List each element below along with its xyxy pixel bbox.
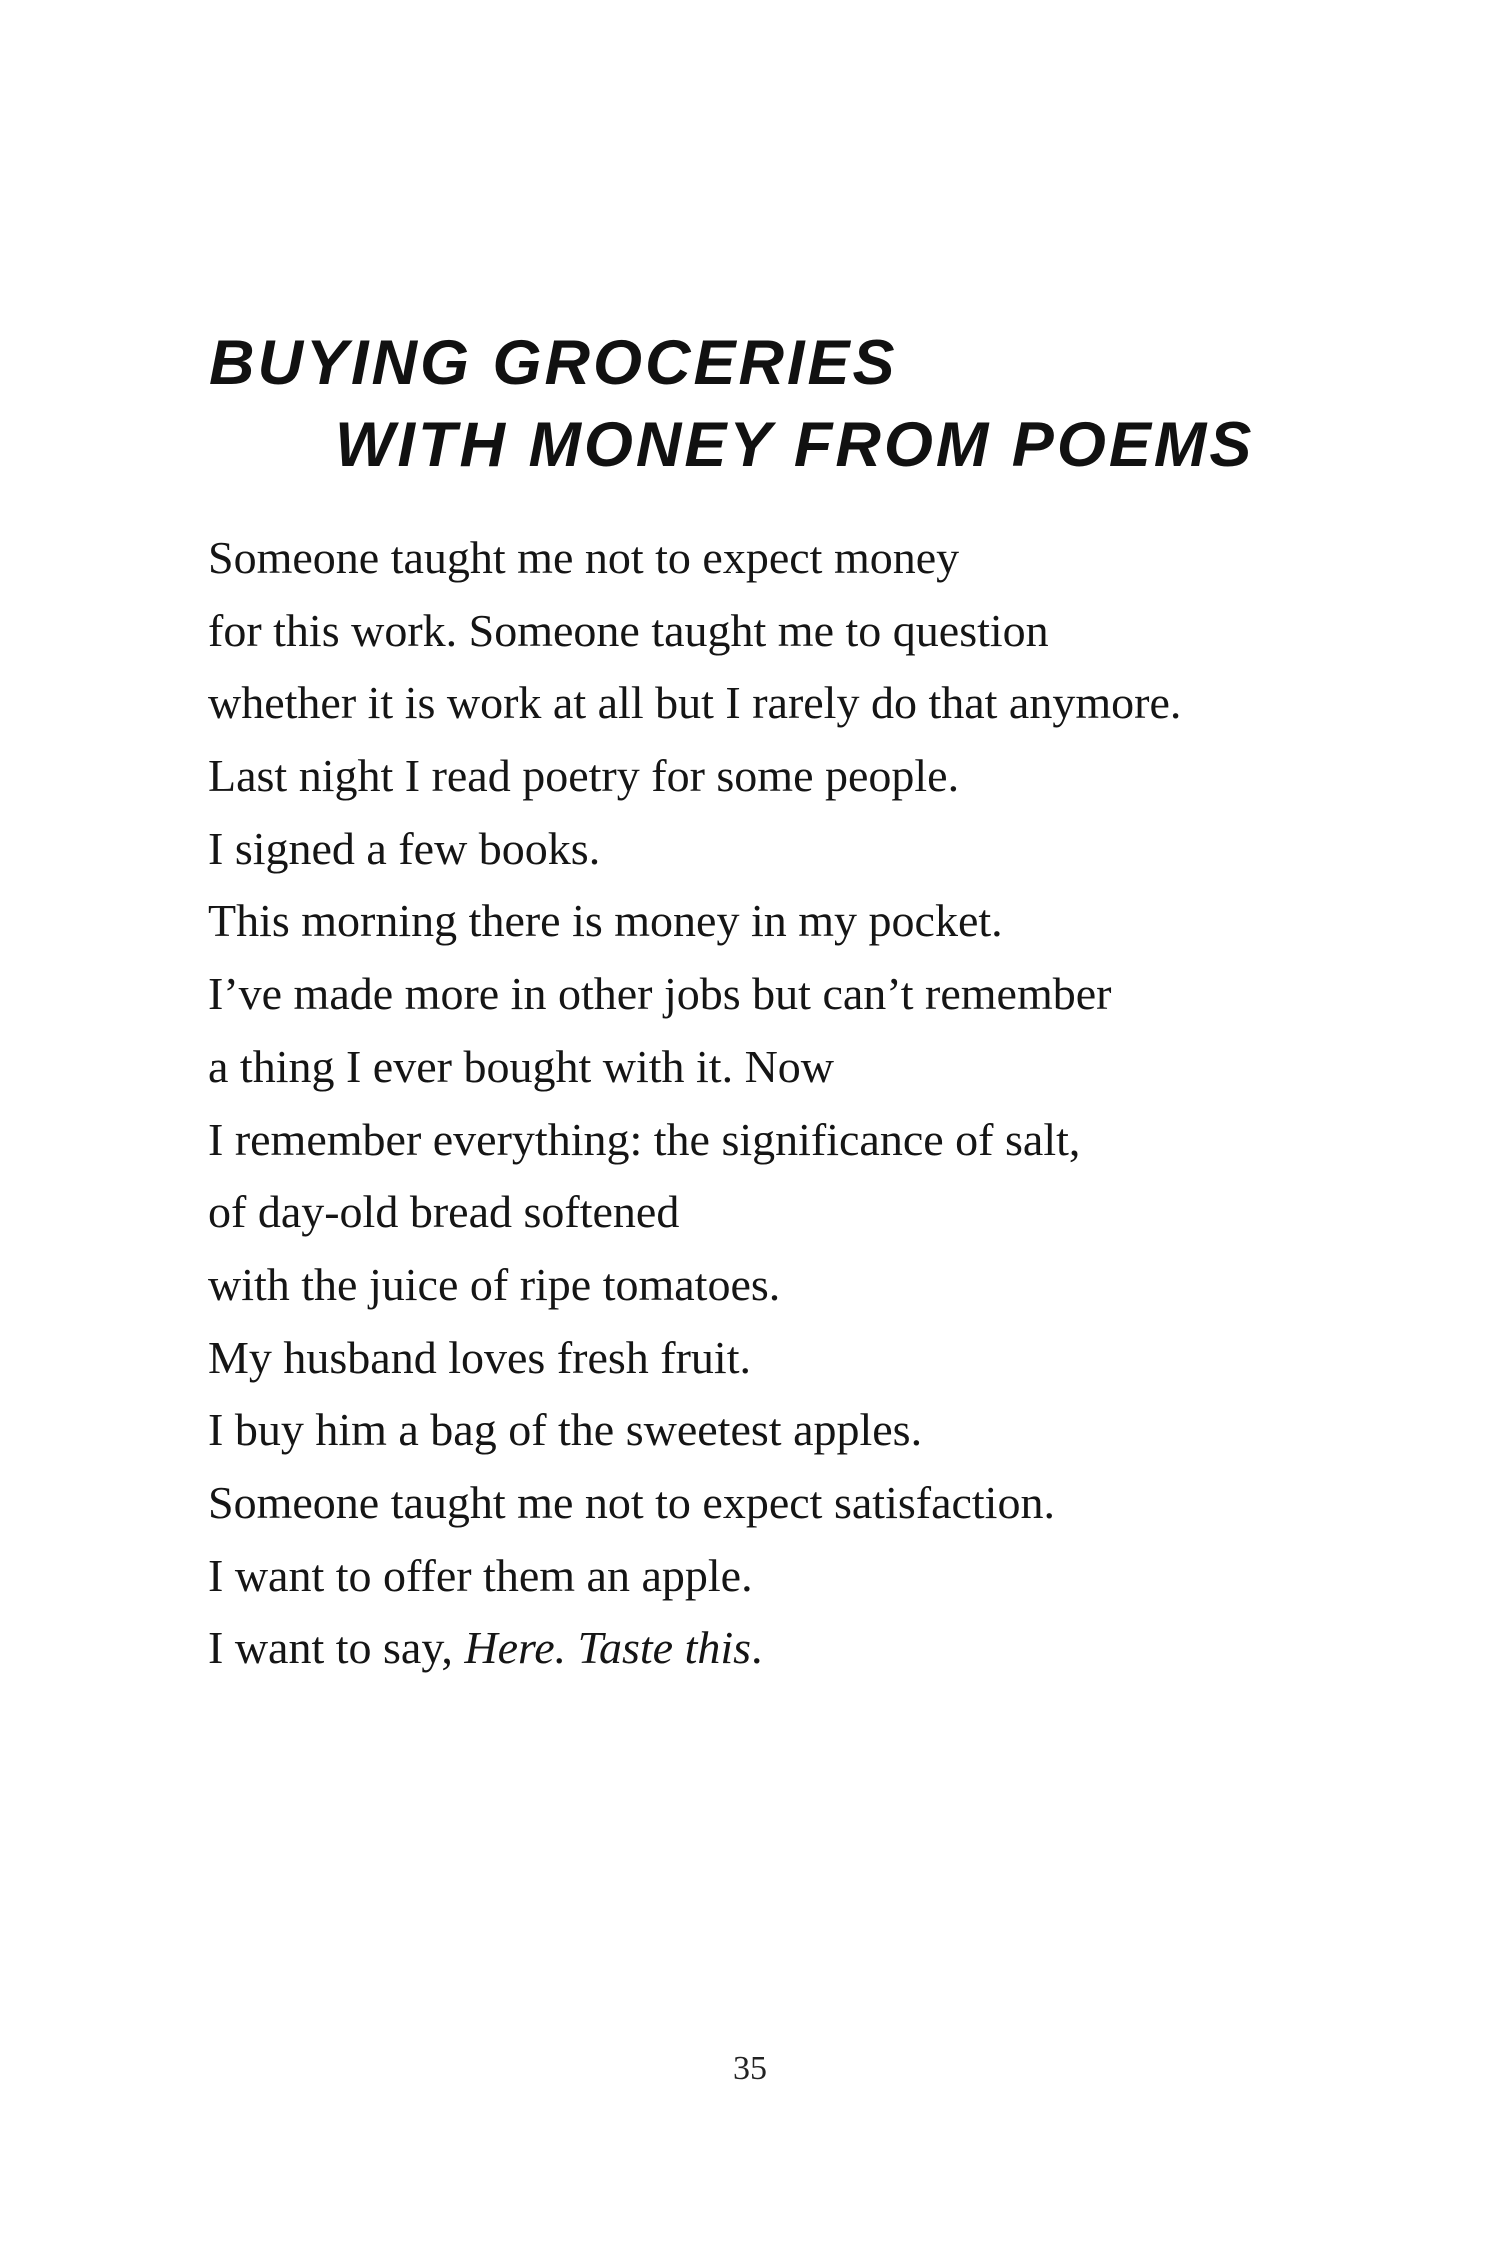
- poem-line: My husband loves fresh fruit.: [208, 1331, 751, 1383]
- poem-line: Someone taught me not to expect money: [208, 532, 960, 583]
- poem-line: I want to offer them an apple.: [208, 1549, 753, 1601]
- poem-line: I’ve made more in other jobs but can’t remember: [208, 968, 1112, 1020]
- poem-line: I remember everything: the significance of salt,: [208, 1113, 1081, 1165]
- poem-last-line-italic: Here. Taste this: [464, 1622, 752, 1674]
- page-number: 35: [733, 2050, 767, 2087]
- poem-last-line-prefix: I want to say,: [208, 1622, 465, 1674]
- poem-line: Last night I read poetry for some people.: [208, 750, 960, 802]
- poem-line: a thing I ever bought with it. Now: [208, 1040, 835, 1092]
- poem-body: [208, 522, 1408, 1685]
- poem-line: This morning there is money in my pocket.: [208, 895, 1003, 947]
- poem-title-line-1: BUYING GROCERIES: [209, 328, 898, 399]
- poem-last-line: [208, 1612, 1408, 1685]
- poem-line: whether it is work at all but I rarely do that anymore.: [208, 677, 1182, 729]
- poem-line: Someone taught me not to expect satisfaction.: [208, 1476, 1055, 1528]
- poem-title-line-2: WITH MONEY FROM POEMS: [335, 410, 1255, 481]
- poem-line: I signed a few books.: [208, 822, 601, 874]
- poem-line: of day-old bread softened: [208, 1186, 680, 1238]
- poem-line: for this work. Someone taught me to question: [208, 604, 1049, 656]
- poem-line: I buy him a bag of the sweetest apples.: [208, 1404, 923, 1456]
- poem-line: with the juice of ripe tomatoes.: [208, 1258, 781, 1310]
- poem-last-line-suffix: .: [751, 1622, 763, 1674]
